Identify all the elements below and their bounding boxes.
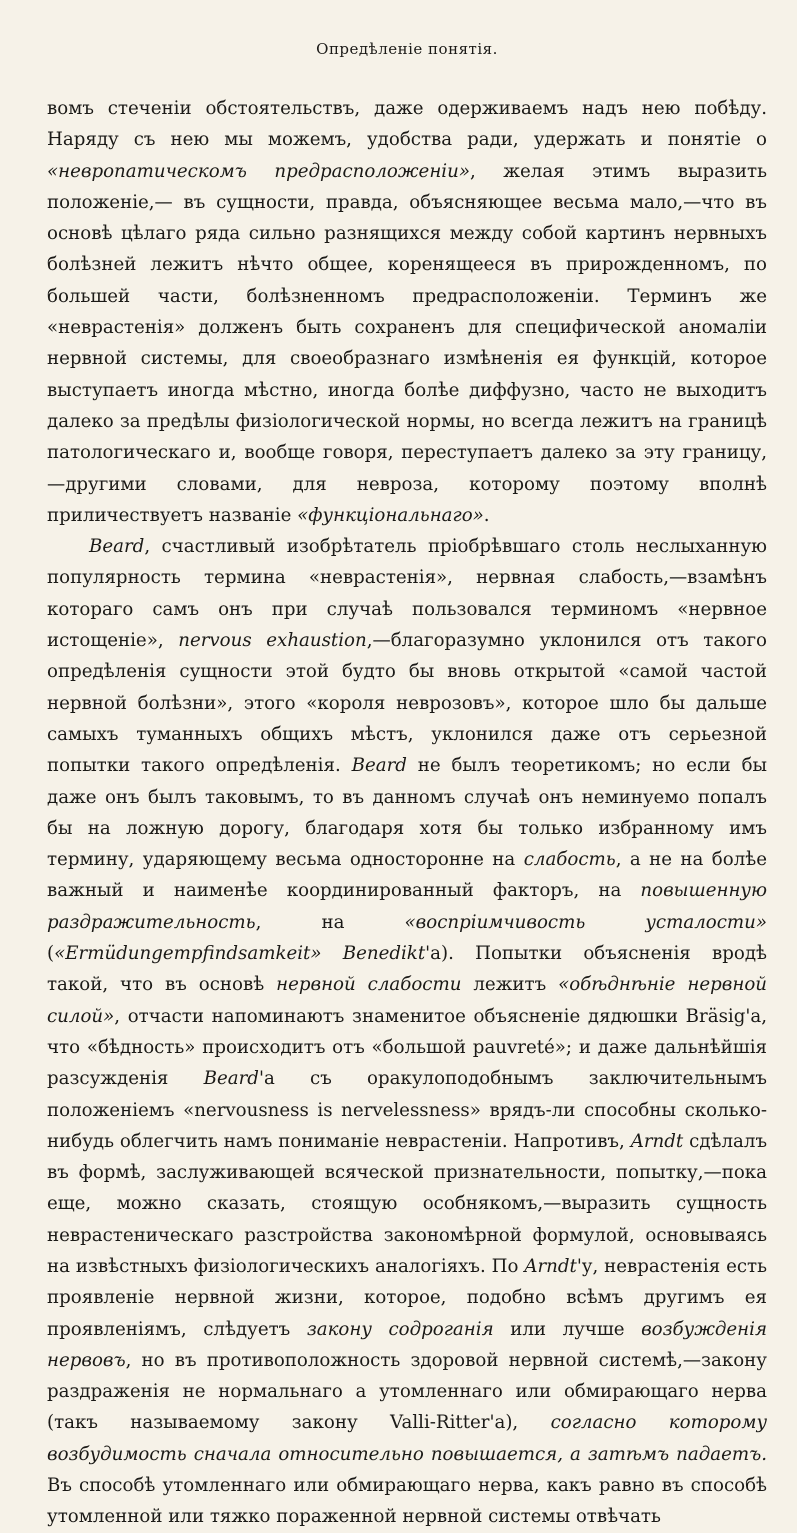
- emphasis-run: Arndt: [524, 1255, 577, 1277]
- emphasis-run: nervous exhaustion: [178, 630, 367, 652]
- emphasis-run: нервной слабости: [276, 974, 462, 996]
- body-text: [47, 93, 767, 1533]
- text-run: вомъ стеченіи обстоятельствъ, даже одерживаемъ надъ нею побѣду. Наряду съ нею мы можемъ, удобства ради, удержать и понятіе о: [47, 98, 767, 151]
- text-run: лежитъ: [461, 974, 559, 996]
- running-header: Опредѣленіе понятія.: [316, 40, 498, 58]
- text-run: ,—благоразумно уклонился отъ такого опредѣленія сущности этой будто бы вновь открытой «самой частой нервной болѣзни», этого «короля неврозовъ», которое шло бы дальше самыхъ туманныхъ общихъ мѣстъ, уклонился даже отъ серьезной попытки такого опредѣленія.: [47, 630, 768, 777]
- text-run: 'а съ оракулоподобнымъ заключительнымъ положеніемъ «nervousness is nervelessness» врядъ-ли способны сколько-нибудь облегчить намъ пониманіе неврастеніи. Напротивъ,: [47, 1068, 767, 1152]
- emphasis-run: «функціональнаго»: [297, 504, 484, 526]
- emphasis-run: «невропатическомъ предрасположеніи»: [47, 160, 470, 182]
- emphasis-run: Beard: [203, 1068, 259, 1090]
- emphasis-run: возбужденія нервовъ: [47, 1318, 768, 1371]
- emphasis-run: «обѣднѣніе нервной силой»: [47, 974, 767, 1027]
- text-run: , отчасти напоминаютъ знаменитое объясненіе дядюшки Bräsig'а, что «бѣдность» происходитъ отъ «большой pauvreté»; и даже дальнѣйшія разсужденія: [47, 1005, 767, 1090]
- text-run: Въ способѣ утомленнаго или обмирающаго нерва, какъ равно въ способѣ утомленной или тяжко пораженной нервной системы отвѣчать: [47, 1475, 767, 1528]
- text-run: , но въ противоположность здоровой нервной системѣ,—закону раздраженія не нормальнаго а утомленнаго или обмирающаго нерва (такъ называемому закону Valli-Ritter'а),: [47, 1349, 767, 1434]
- text-run: , счастливый изобрѣтатель пріобрѣвшаго столь неслыханную популярность термина «неврастенія», нервная слабость,—взамѣнъ котораго самъ онъ при случаѣ пользовался терминомъ «нервное истощеніе»,: [47, 536, 767, 652]
- text-run: , а не на болѣе важный и наименѣе координированный факторъ, на: [47, 849, 767, 902]
- emphasis-run: «Ermüdungempfindsamkeit» Benedikt: [54, 943, 426, 965]
- emphasis-run: повышенную раздражительность: [47, 880, 767, 933]
- text-run: (: [47, 943, 55, 965]
- emphasis-run: Arndt: [630, 1130, 684, 1152]
- emphasis-run: согласно которому возбудимость сначала относительно повышается, а затѣмъ падаетъ.: [47, 1412, 767, 1465]
- text-run: , на: [255, 911, 405, 933]
- paragraph-continued: [47, 93, 767, 531]
- text-run: , желая этимъ выразить положеніе,— въ сущности, правда, объясняющее весьма мало,—что въ основѣ цѣлаго ряда сильно разнящихся между собой картинъ нервныхъ болѣзней лежитъ нѣчто общее, коренящееся въ прирожденномъ, по большей части, болѣзненномъ предрасположеніи. Терминъ же «неврастенія» долженъ быть сохраненъ для специфической аномаліи нервной системы, для своеобразнаго измѣненія ея функцій, которое выступаетъ иногда мѣстно, иногда болѣе диффузно, часто не выходитъ далеко за предѣлы физіологической нормы, но всегда лежитъ на границѣ патологическаго и, вообще говоря, переступаетъ далеко за эту границу,—другими словами, для невроза, которому поэтому вполнѣ приличествуетъ названіе: [47, 160, 767, 526]
- paragraph-beard: [47, 531, 767, 1533]
- text-run: не былъ теоретикомъ; но если бы даже онъ былъ таковымъ, то въ данномъ случаѣ онъ неминуемо попалъ бы на ложную дорогу, благодаря хотя бы только избранному имъ термину, ударяющему весьма односторонне на: [47, 755, 768, 871]
- text-run: 'у, неврастенія есть проявленіе нервной жизни, которое, подобно всѣмъ другимъ ея проявленіямъ, слѣдуетъ: [47, 1255, 767, 1340]
- emphasis-run: закону содроганія: [306, 1318, 494, 1340]
- text-run: сдѣлалъ въ формѣ, заслуживающей всяческой признательности, попытку,—пока еще, можно сказать, стоящую особнякомъ,—выразить сущность неврастеническаго разстройства закономѣрной формулой, основываясь на извѣстныхъ физіологическихъ аналогіяхъ. По: [47, 1130, 768, 1277]
- text-run: .: [483, 504, 490, 526]
- text-run: или лучше: [493, 1318, 642, 1340]
- emphasis-run: «воспріимчивость усталости»: [404, 911, 768, 933]
- emphasis-run: Beard: [89, 536, 145, 558]
- emphasis-run: Beard: [351, 755, 407, 777]
- emphasis-run: слабость: [523, 849, 616, 871]
- text-run: 'а). Попытки объясненія вродѣ такой, что въ основѣ: [47, 943, 768, 996]
